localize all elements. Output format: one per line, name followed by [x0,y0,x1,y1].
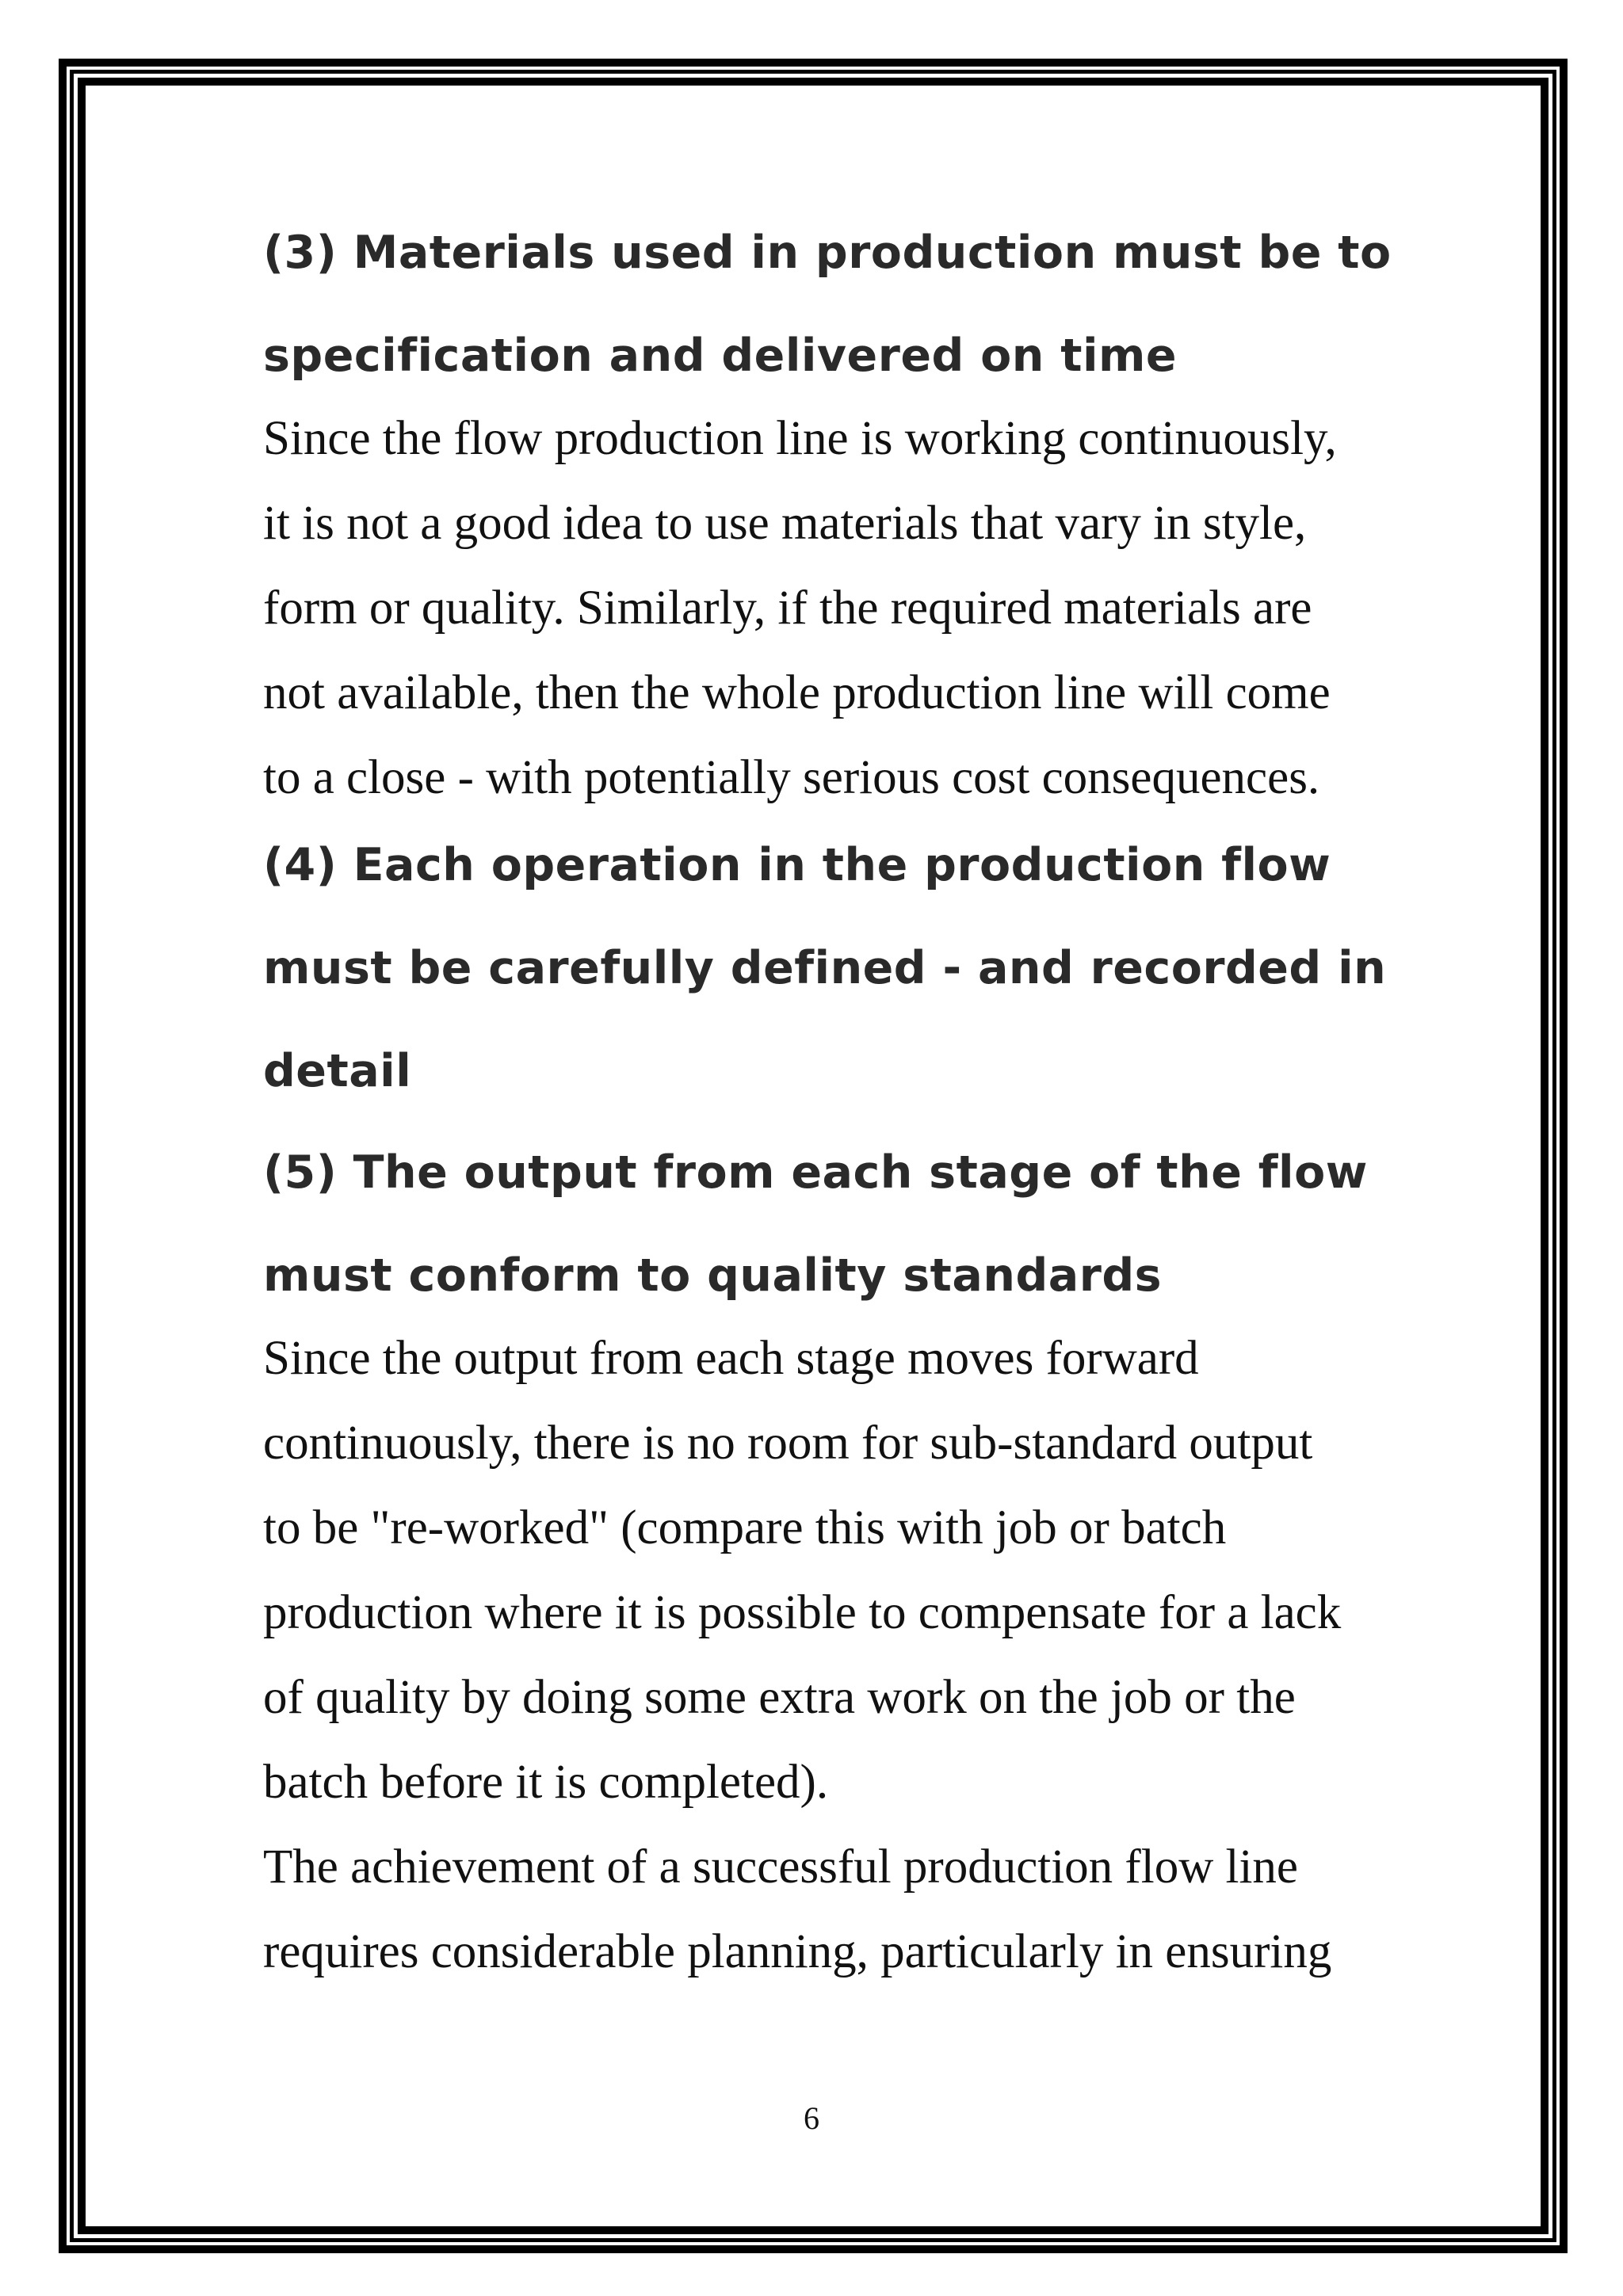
section-3-body-line-1: Since the flow production line is working continuously, [263,412,1337,465]
section-5-body-line-4: production where it is possible to compensate for a lack [263,1586,1342,1639]
page-content [263,206,1436,1999]
section-4-heading-line-1: (4) Each operation in the production flow [263,839,1331,891]
section-5-heading-line-2: must conform to quality standards [263,1249,1163,1302]
section-4-heading-line-3: detail [263,1045,412,1097]
section-5-body-line-5: of quality by doing some extra work on the job or the [263,1671,1296,1724]
section-5-body-line-8: requires considerable planning, particularly in ensuring [263,1925,1332,1978]
section-3 [263,201,1436,820]
section-3-body-line-5: to a close - with potentially serious cost consequences. [263,751,1320,804]
section-5-heading-line-1: (5) The output from each stage of the flow [263,1146,1368,1199]
section-3-heading-line-1: (3) Materials used in production must be to [263,227,1392,279]
section-5-body-line-3: to be "re-worked" (compare this with job or batch [263,1501,1227,1554]
section-5-body-line-2: continuously, there is no room for sub-standard output [263,1417,1313,1470]
section-5-body-line-6: batch before it is completed). [263,1756,829,1809]
section-5-body-line-1: Since the output from each stage moves forward [263,1332,1199,1385]
section-3-body-line-4: not available, then the whole production line will come [263,666,1331,719]
section-5 [263,1121,1436,1994]
page-number: 6 [804,2100,819,2136]
section-4 [263,814,1436,1123]
section-5-body-line-7: The achievement of a successful production flow line [263,1840,1298,1894]
section-3-body-line-2: it is not a good idea to use materials that vary in style, [263,497,1307,550]
section-3-heading-line-2: specification and delivered on time [263,330,1178,382]
section-4-heading-line-2: must be carefully defined - and recorded in [263,942,1387,994]
section-3-body-line-3: form or quality. Similarly, if the required materials are [263,582,1312,635]
